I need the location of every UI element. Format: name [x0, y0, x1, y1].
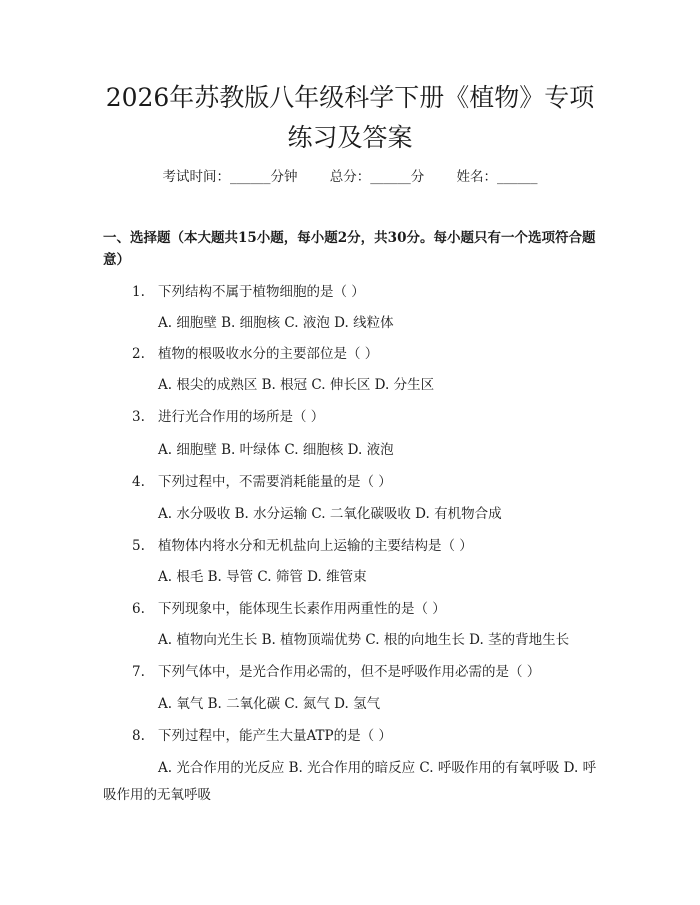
question-5-options: A. 根毛 B. 导管 C. 筛管 D. 维管束 — [158, 569, 367, 585]
question-7-options: A. 氧气 B. 二氧化碳 C. 氮气 D. 氢气 — [158, 696, 381, 712]
question-stem: 下列结构不属于植物细胞的是（ ） — [158, 284, 365, 300]
question-2 — [132, 344, 378, 364]
question-4 — [132, 472, 392, 492]
question-6-options: A. 植物向光生长 B. 植物顶端优势 C. 根的向地生长 D. 茎的背地生长 — [158, 632, 570, 648]
question-number: 2. — [132, 346, 145, 362]
title-line-1: 2026年苏教版八年级科学下册《植物》专项 — [105, 83, 595, 112]
question-1-options: A. 细胞壁 B. 细胞核 C. 液泡 D. 线粒体 — [158, 315, 394, 331]
document-title — [60, 78, 640, 158]
total-score-field: 总分：______分 — [329, 169, 425, 185]
question-8 — [132, 726, 392, 746]
question-stem: 下列过程中，能产生大量ATP的是（ ） — [158, 728, 392, 744]
question-number: 3. — [132, 409, 145, 425]
question-number: 1. — [132, 284, 145, 300]
exam-info-line — [0, 167, 700, 187]
question-8-options: A. 光合作用的光反应 B. 光合作用的暗反应 C. 呼吸作用的有氧呼吸 D. 呼吸作用的无氧呼吸 — [103, 760, 597, 803]
question-number: 8. — [132, 728, 145, 744]
question-number: 6. — [132, 601, 145, 617]
question-4-options: A. 水分吸收 B. 水分运输 C. 二氧化碳吸收 D. 有机物合成 — [158, 506, 502, 522]
question-stem: 进行光合作用的场所是（ ） — [158, 409, 325, 425]
question-number: 5. — [132, 538, 145, 554]
question-3-options: A. 细胞壁 B. 叶绿体 C. 细胞核 D. 液泡 — [158, 442, 394, 458]
question-5 — [132, 536, 473, 556]
question-stem: 下列过程中，不需要消耗能量的是（ ） — [158, 474, 392, 490]
question-number: 4. — [132, 474, 145, 490]
question-2-options: A. 根尖的成熟区 B. 根冠 C. 伸长区 D. 分生区 — [158, 377, 435, 393]
question-1 — [132, 282, 365, 302]
question-7 — [132, 662, 540, 682]
question-number: 7. — [132, 664, 145, 680]
question-stem: 下列气体中，是光合作用必需的，但不是呼吸作用必需的是（ ） — [158, 664, 541, 680]
name-field: 姓名：______ — [456, 169, 538, 185]
section-heading: 一、选择题（本大题共15小题，每小题2分，共30分。每小题只有一个选项符合题意） — [103, 230, 596, 268]
exam-time-field: 考试时间：______分钟 — [162, 169, 298, 185]
question-stem: 植物的根吸收水分的主要部位是（ ） — [158, 346, 379, 362]
question-stem: 下列现象中，能体现生长素作用两重性的是（ ） — [158, 601, 446, 617]
question-3 — [132, 407, 324, 427]
title-line-2: 练习及答案 — [287, 123, 413, 152]
question-6 — [132, 599, 446, 619]
question-stem: 植物体内将水分和无机盐向上运输的主要结构是（ ） — [158, 538, 473, 554]
